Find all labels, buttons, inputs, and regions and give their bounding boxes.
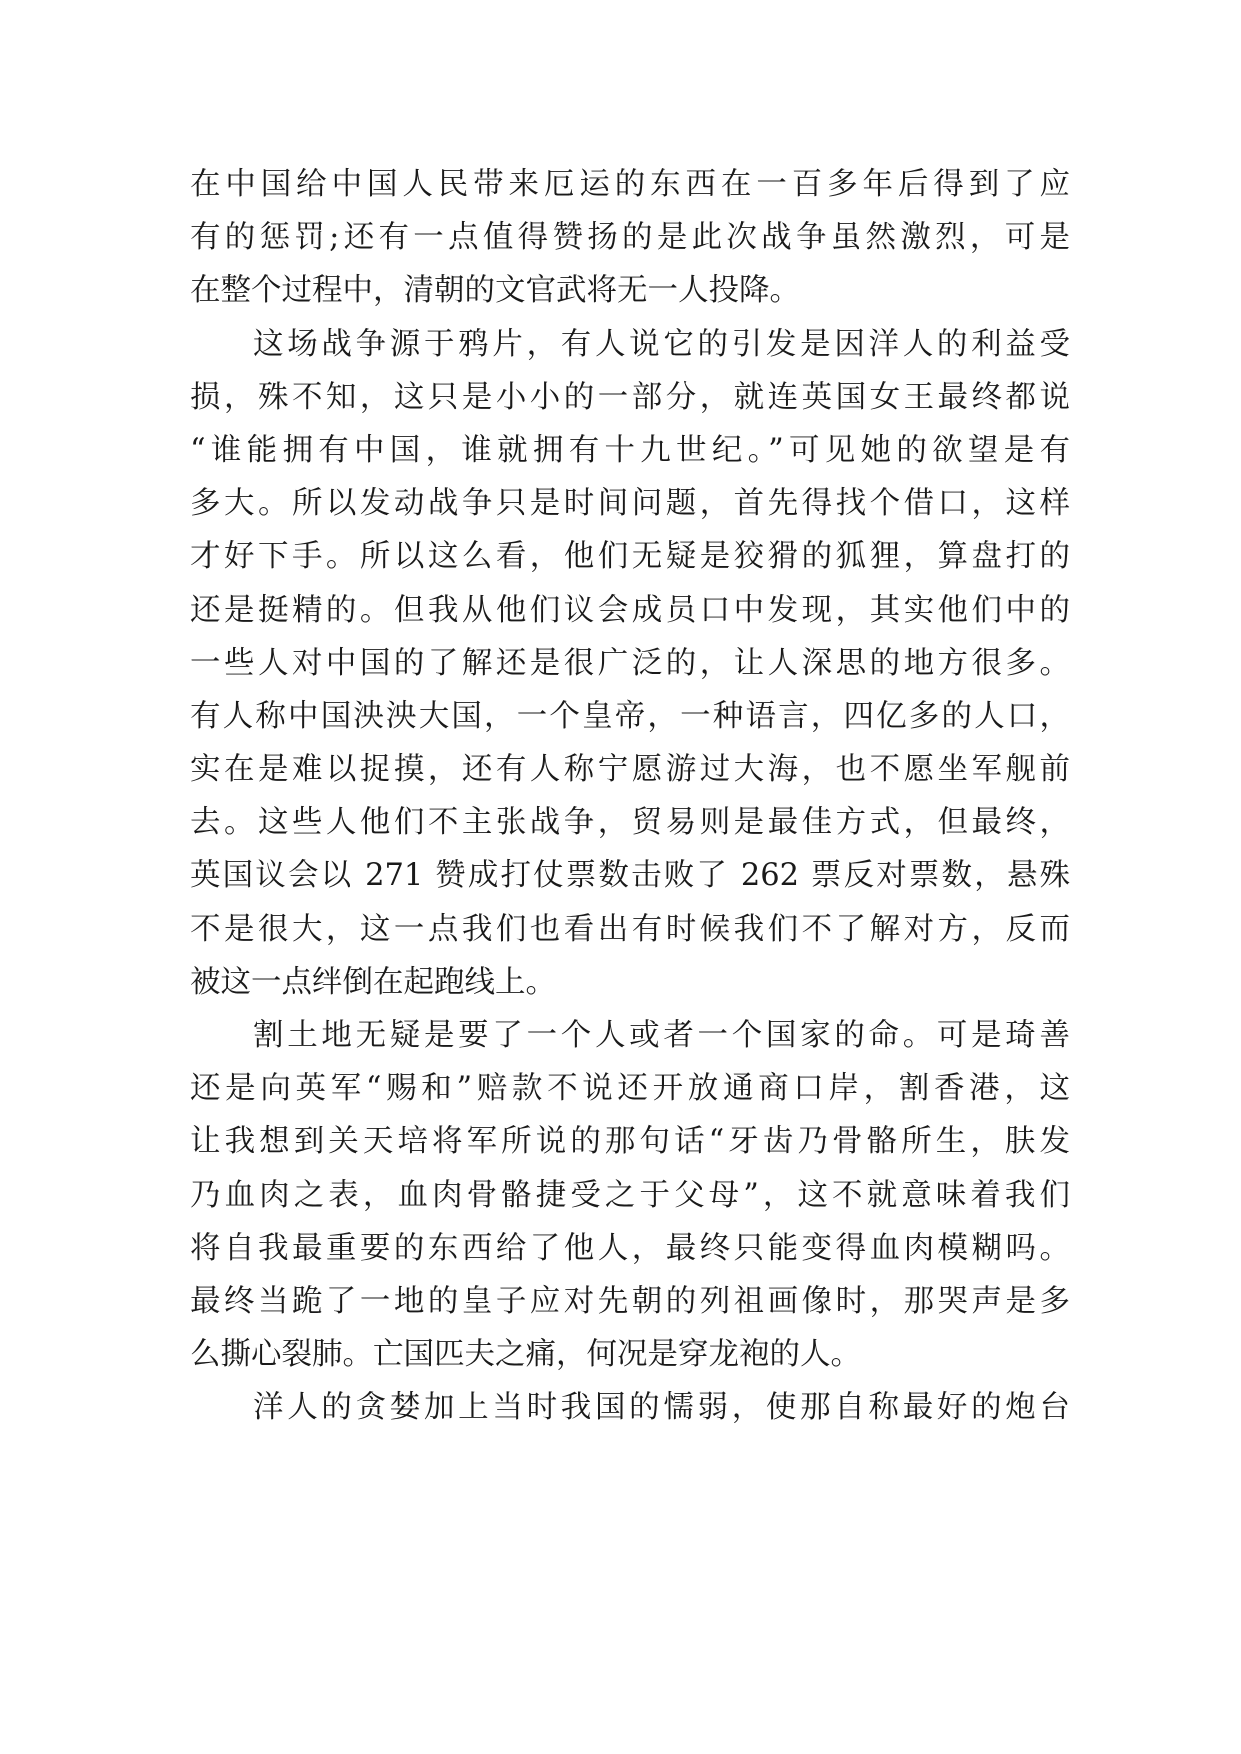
text-line: 么撕心裂肺。亡国匹夫之痛，何况是穿龙袍的人。 — [190, 1337, 861, 1373]
text-line: 还是向英军“赐和”赔款不说还开放通商口岸，割香港，这 — [190, 1071, 1070, 1107]
text-line: 去。这些人他们不主张战争，贸易则是最佳方式，但最终， — [190, 805, 1070, 841]
text-line: 一些人对中国的了解还是很广泛的，让人深思的地方很多。 — [190, 645, 1070, 681]
text-line: 在中国给中国人民带来厄运的东西在一百多年后得到了应 — [190, 167, 1070, 202]
body-text — [190, 158, 1070, 1435]
text-line: 才好下手。所以这么看，他们无疑是狡猾的狐狸，算盘打的 — [190, 539, 1070, 575]
text-line: 还是挺精的。但我从他们议会成员口中发现，其实他们中的 — [190, 592, 1070, 628]
text-line: 被这一点绊倒在起跑线上。 — [190, 964, 556, 1000]
text-line: 多大。所以发动战争只是时间问题，首先得找个借口，这样 — [190, 486, 1070, 522]
text-line: 将自我最重要的东西给了他人，最终只能变得血肉模糊吗。 — [190, 1230, 1070, 1266]
text-line: 让我想到关天培将军所说的那句话“牙齿乃骨骼所生，肤发 — [190, 1124, 1070, 1160]
text-line: “谁能拥有中国，谁就拥有十九世纪。”可见她的欲望是有 — [190, 432, 1070, 468]
text-line: 乃血肉之表，血肉骨骼捷受之于父母”，这不就意味着我们 — [190, 1177, 1070, 1213]
text-line: 实在是难以捉摸，还有人称宁愿游过大海，也不愿坐军舰前 — [190, 752, 1070, 788]
text-line: 割土地无疑是要了一个人或者一个国家的命。可是琦善 — [253, 1018, 1070, 1053]
text-line: 不是很大，这一点我们也看出有时候我们不了解对方，反而 — [190, 911, 1070, 947]
text-line: 损，殊不知，这只是小小的一部分，就连英国女王最终都说 — [190, 379, 1070, 415]
text-line: 有人称中国泱泱大国，一个皇帝，一种语言，四亿多的人口， — [190, 698, 1070, 734]
text-line: 在整个过程中，清朝的文官武将无一人投降。 — [190, 273, 800, 309]
text-line: 最终当跪了一地的皇子应对先朝的列祖画像时，那哭声是多 — [190, 1283, 1070, 1319]
text-line: 洋人的贪婪加上当时我国的懦弱，使那自称最好的炮台 — [253, 1390, 1070, 1426]
text-line: 英国议会以 271 赞成打仗票数击败了 262 票反对票数，悬殊 — [190, 858, 1070, 894]
text-line: 有的惩罚;还有一点值得赞扬的是此次战争虽然激烈，可是 — [190, 220, 1070, 256]
text-line: 这场战争源于鸦片，有人说它的引发是因洋人的利益受 — [253, 326, 1070, 362]
